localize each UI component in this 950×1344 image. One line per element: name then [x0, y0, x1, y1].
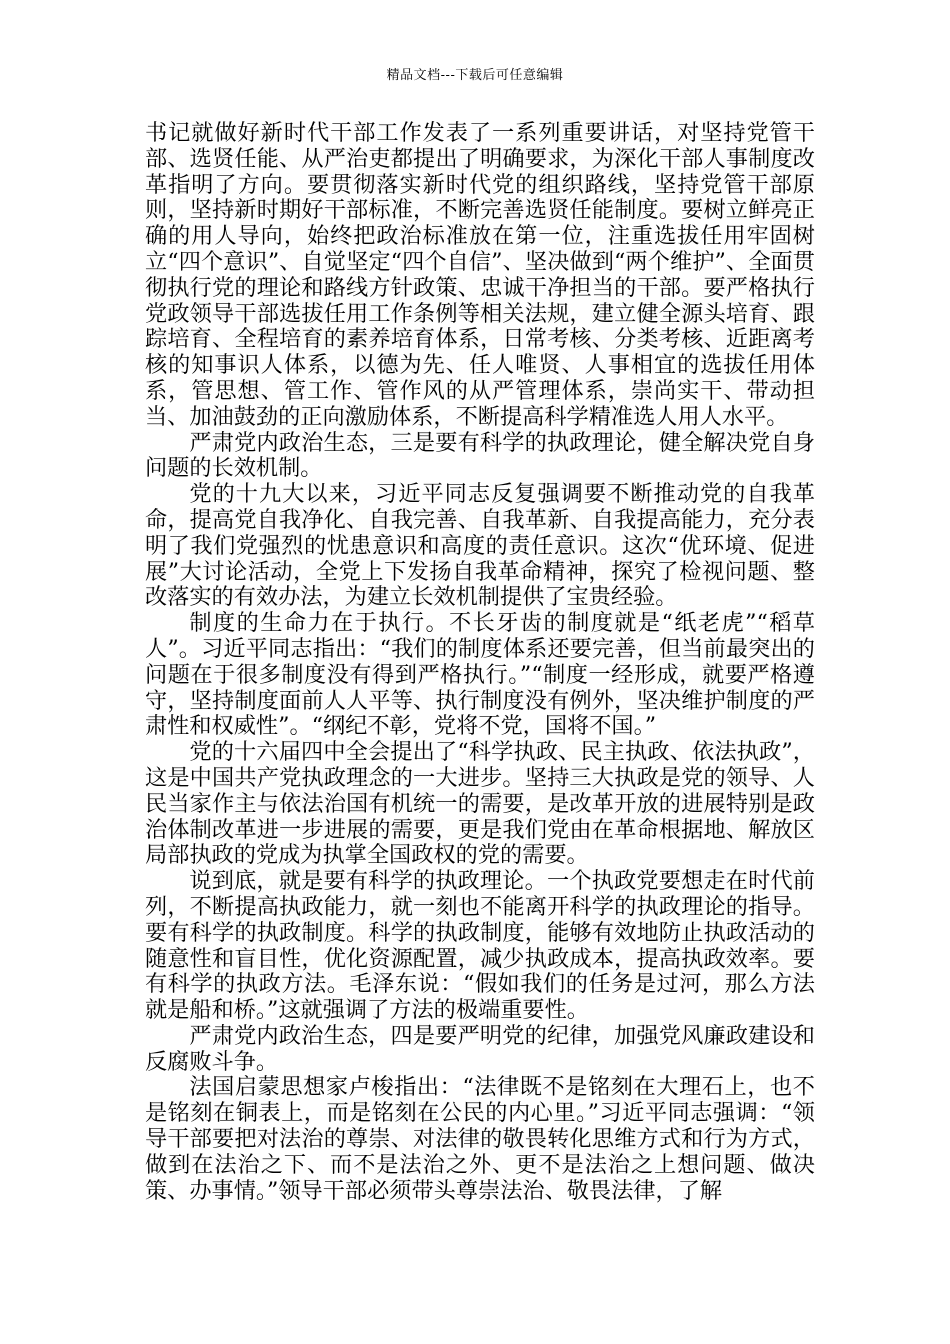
- paragraph-4: 制度的生命力在于执行。不长牙齿的制度就是“纸老虎”“稻草人”。习近平同志指出：“我们的制度体系还要完善，但当前最突出的问题在于很多制度没有得到严格执行。”“制度一经形成，就要严格遵守，坚持制度面前人人平等、执行制度没有例外，坚决维护制度的严肃性和权威性”。“纲纪不彰，党将不党，国将不国。”: [145, 610, 815, 740]
- paragraph-1: 书记就做好新时代干部工作发表了一系列重要讲话，对坚持党管干部、选贤任能、从严治吏都提出了明确要求，为深化干部人事制度改革指明了方向。要贯彻落实新时代党的组织路线，坚持党管干部原则，坚持新时期好干部标准，不断完善选贤任能制度。要树立鲜亮正确的用人导向，始终把政治标准放在第一位，注重选拔任用牢固树立“四个意识”、自觉坚定“四个自信”、坚决做到“两个维护”、全面贯彻执行党的理论和路线方针政策、忠诚干净担当的干部。要严格执行党政领导干部选拔任用工作条例等相关法规，建立健全源头培育、跟踪培育、全程培育的素养培育体系，日常考核、分类考核、近距离考核的知事识人体系，以德为先、任人唯贤、人事相宜的选拔任用体系，管思想、管工作、管作风的从严管理体系，崇尚实干、带动担当、加油鼓劲的正向激励体系，不断提高科学精准选人用人水平。: [145, 120, 815, 430]
- paragraph-8: 法国启蒙思想家卢梭指出：“法律既不是铭刻在大理石上，也不是铭刻在铜表上，而是铭刻在公民的内心里。”习近平同志强调：“领导干部要把对法治的尊崇、对法律的敬畏转化思维方式和行为方式，做到在法治之下、而不是法治之外、更不是法治之上想问题、做决策、办事情。”领导干部必须带头尊崇法治、敬畏法律，了解: [145, 1074, 815, 1204]
- paragraph-2: 严肃党内政治生态，三是要有科学的执政理论，健全解决党自身问题的长效机制。: [145, 429, 815, 482]
- paragraph-6: 说到底，就是要有科学的执政理论。一个执政党要想走在时代前列，不断提高执政能力，就一刻也不能离开科学的执政理论的指导。要有科学的执政制度。科学的执政制度，能够有效地防止执政活动的随意性和盲目性，优化资源配置，减少执政成本，提高执政效率。要有科学的执政方法。毛泽东说：“假如我们的任务是过河，那么方法就是船和桥。”这就强调了方法的极端重要性。: [145, 868, 815, 1024]
- page-header: 精品文档---下载后可任意编辑: [386, 68, 564, 83]
- paragraph-7: 严肃党内政治生态，四是要严明党的纪律，加强党风廉政建设和反腐败斗争。: [145, 1022, 815, 1075]
- document-body: [145, 121, 815, 1204]
- paragraph-5: 党的十六届四中全会提出了“科学执政、民主执政、依法执政”，这是中国共产党执政理念的一大进步。坚持三大执政是党的领导、人民当家作主与依法治国有机统一的需要，是改革开放的进展特别是政治体制改革进一步进展的需要，更是我们党由在革命根据地、解放区局部执政的党成为执掌全国政权的党的需要。: [145, 739, 815, 869]
- paragraph-3: 党的十九大以来，习近平同志反复强调要不断推动党的自我革命，提高党自我净化、自我完善、自我革新、自我提高能力，充分表明了我们党强烈的忧患意识和高度的责任意识。这次“优环境、促进展”大讨论活动，全党上下发扬自我革命精神，探究了检视问题、整改落实的有效办法，为建立长效机制提供了宝贵经验。: [145, 481, 815, 611]
